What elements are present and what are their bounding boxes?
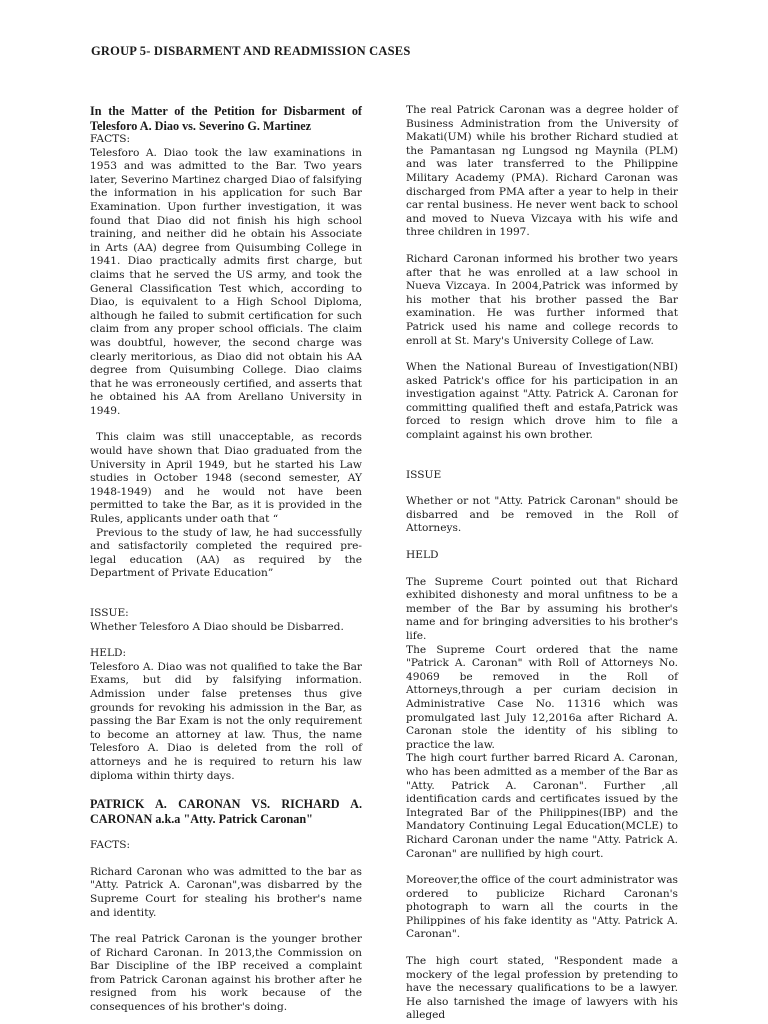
spacer bbox=[406, 240, 678, 253]
held-text: Telesforo A. Diao was not qualified to take the Bar Exams, but did by falsifying information. Admission under false pretenses thus give grounds for revoking his admission in the Bar, as passing the Bar Exam is not the only requirement to become an attorney at law. Thus, the name Telesforo A. Diao is deleted from the roll of attorneys and he is required to return his law diploma within thirty days. bbox=[90, 660, 362, 782]
spacer bbox=[90, 418, 362, 431]
facts2-paragraph-1: Richard Caronan who was admitted to the bar as "Atty. Patrick A. Caronan",was disbarred by the Supreme Court for stealing his brother's name and identity. bbox=[90, 865, 362, 919]
held2-label: HELD bbox=[406, 549, 439, 562]
spacer bbox=[90, 920, 362, 933]
facts2-paragraph-2: The real Patrick Caronan is the younger brother of Richard Caronan. In 2013,the Commission on Bar Discipline of the IBP received a complaint from Patrick Caronan against his brother after he resigned from his work because of the consequences of his brother's doing. bbox=[90, 933, 362, 1014]
held2-paragraph-3: The high court further barred Ricard A. Caronan, who has been admitted as a member of the Bar as "Atty. Patrick A. Caronan". Further ,all identification cards and certificates issued by the Integrated Bar of the Philippines(IBP) and the Mandatory Continuing Legal Education(MCLE) to Richard Caronan under the name "Atty. Patrick A. Caronan" are nullified by high court. bbox=[406, 752, 678, 860]
spacer bbox=[406, 861, 678, 874]
case2-title: PATRICK A. CARONAN VS. RICHARD A. CARONAN a.k.a "Atty. Patrick Caronan" bbox=[90, 797, 362, 826]
right-paragraph-3: When the National Bureau of Investigation(NBI) asked Patrick's office for his participation in an investigation against "Atty. Patrick A. Caronan for committing qualified theft and estafa,Patrick was forced to resign which drove him to file a complaint against his own brother. bbox=[406, 361, 678, 442]
right-column bbox=[406, 104, 678, 1023]
right-paragraph-2: Richard Caronan informed his brother two years after that he was enrolled at a law school in Nueva Vizcaya. In 2004,Patrick was informed by his mother that his brother passed the Bar examination. He was further informed that Patrick used his name and college records to enroll at St. Mary's University College of Law. bbox=[406, 252, 678, 347]
case1-title: In the Matter of the Petition for Disbarment of Telesforo A. Diao vs. Severino G. Martinez bbox=[90, 104, 362, 133]
spacer bbox=[406, 482, 678, 495]
facts-quote: Previous to the study of law, he had successfully and satisfactorily completed the required pre-legal education (AA) as required by the Department of Private Education” bbox=[90, 526, 362, 580]
spacer bbox=[406, 536, 678, 549]
right-paragraph-4: Moreover,the office of the court administrator was ordered to publicize Richard Caronan's photograph to warn all the courts in the Philippines of his fake identity as "Atty. Patrick A. Caronan". bbox=[406, 874, 678, 941]
spacer bbox=[406, 942, 678, 955]
document-header: GROUP 5- DISBARMENT AND READMISSION CASES bbox=[91, 44, 411, 58]
issue2-label: ISSUE bbox=[406, 468, 442, 481]
spacer bbox=[406, 348, 678, 361]
spacer bbox=[90, 826, 362, 839]
spacer bbox=[90, 783, 362, 796]
issue-label: ISSUE: bbox=[90, 607, 129, 619]
facts-paragraph-2: This claim was still unacceptable, as records would have shown that Diao graduated from the University in April 1949, but he started his Law studies in October 1948 (second semester, AY 1948-1949) and he would not have been permitted to take the Bar, as it is provided in the Rules, applicants under oath that “ bbox=[90, 431, 362, 526]
facts-label: FACTS: bbox=[90, 133, 131, 145]
facts2-label: FACTS: bbox=[90, 839, 131, 852]
held2-paragraph-1: The Supreme Court pointed out that Richard exhibited dishonesty and moral unfitness to be a member of the Bar by assuming his brother's name and for bringing adversities to his brother's life. bbox=[406, 575, 678, 642]
held-label: HELD: bbox=[90, 647, 127, 660]
spacer bbox=[90, 853, 362, 866]
right-paragraph-5: The high court stated, "Respondent made a mockery of the legal profession by pretending to have the necessary qualifications to be a lawyer. He also tarnished the image of lawyers with his alleged bbox=[406, 955, 678, 1022]
facts-paragraph-1: Telesforo A. Diao took the law examinations in 1953 and was admitted to the Bar. Two years later, Severino Martinez charged Diao of falsifying the information in his application for such Bar Examination. Upon further investigation, it was found that Diao did not finish his high school training, and neither did he obtain his Associate in Arts (AA) degree from Quisumbing College in 1941. Diao practically admits first charge, but claims that he served the US army, and took the General Classification Test which, according to Diao, is equivalent to a High School Diploma, although he failed to submit certification for such claim from any proper school officials. The claim was doubtful, however, the second charge was clearly meritorious, as Diao did not obtain his AA degree from Quisumbing College. Diao claims that he was erroneously certified, and asserts that he obtained his AA from Arellano University in 1949. bbox=[90, 146, 362, 417]
spacer bbox=[90, 581, 362, 607]
held2-paragraph-2: The Supreme Court ordered that the name "Patrick A. Caronan" with Roll of Attorneys No. 49069 be removed in the Roll of Attorneys,through a per curiam decision in Administrative Case No. 11316 which was promulgated last July 12,2016a after Richard A. Caronan stole the identity of his sibling to practice the law. bbox=[406, 643, 678, 751]
right-paragraph-1: The real Patrick Caronan was a degree holder of Business Administration from the University of Makati(UM) while his brother Richard studied at the Pamantasan ng Lungsod ng Maynila (PLM) and was later transferred to the Philippine Military Academy (PMA). Richard Caronan was discharged from PMA after a year to help in their car rental business. He never went back to school and moved to Nueva Vizcaya with his wife and three children in 1997. bbox=[406, 104, 678, 239]
issue2-text: Whether or not "Atty. Patrick Caronan" should be disbarred and be removed in the Roll of Attorneys. bbox=[406, 495, 678, 535]
spacer bbox=[406, 443, 678, 469]
spacer bbox=[406, 563, 678, 576]
spacer bbox=[90, 634, 362, 647]
issue-text: Whether Telesforo A Diao should be Disbarred. bbox=[90, 620, 344, 633]
left-column bbox=[90, 104, 362, 1015]
